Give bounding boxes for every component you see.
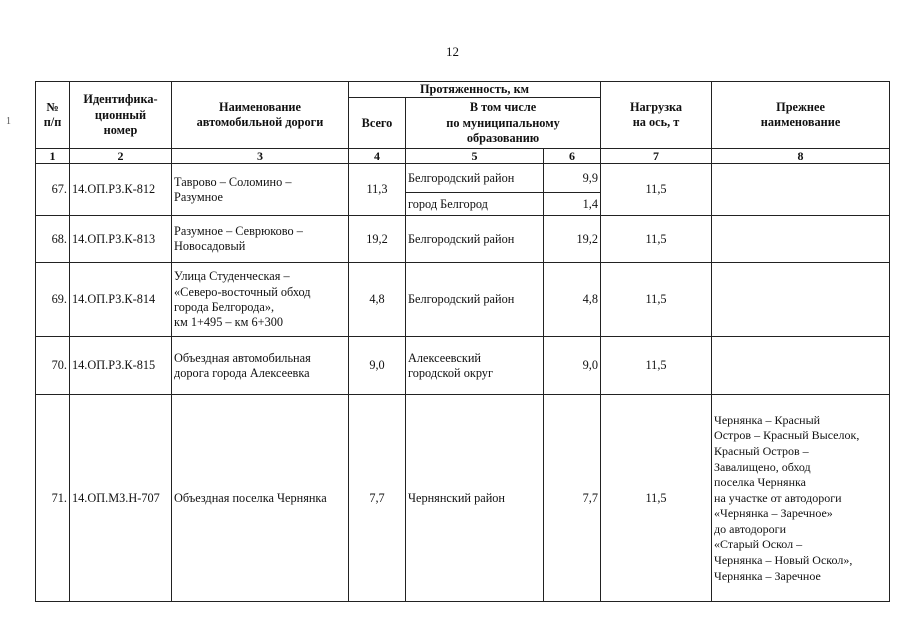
column-number: 5 [406, 149, 544, 164]
row-axle-load: 11,5 [601, 216, 712, 263]
row-municipality: Белгородский район [406, 263, 544, 337]
row-former-name [712, 216, 890, 263]
row-municipality-length: 7,7 [544, 395, 601, 602]
row-municipality: Чернянский район [406, 395, 544, 602]
column-number: 7 [601, 149, 712, 164]
table-row [36, 263, 890, 337]
header-former: Прежнее наименование [712, 82, 890, 149]
header-total: Всего [349, 98, 406, 149]
row-ident: 14.ОП.МЗ.Н-707 [70, 395, 172, 602]
row-road-name: Объездная поселка Чернянка [172, 395, 349, 602]
row-total-length: 19,2 [349, 216, 406, 263]
column-number: 2 [70, 149, 172, 164]
row-municipality-length: 9,9 [544, 164, 601, 193]
row-number: 67. [36, 164, 70, 216]
row-road-name: Объездная автомобильная дорога города Алексеевка [172, 337, 349, 395]
column-number: 8 [712, 149, 890, 164]
column-number: 4 [349, 149, 406, 164]
header-number: № п/п [36, 82, 70, 149]
row-municipality-length: 19,2 [544, 216, 601, 263]
row-axle-load: 11,5 [601, 263, 712, 337]
row-number: 70. [36, 337, 70, 395]
row-ident: 14.ОП.РЗ.К-814 [70, 263, 172, 337]
row-total-length: 4,8 [349, 263, 406, 337]
margin-mark: 1 [6, 116, 11, 127]
row-ident: 14.ОП.РЗ.К-812 [70, 164, 172, 216]
header-ident: Идентифика- ционный номер [70, 82, 172, 149]
row-former-name: Чернянка – Красный Остров – Красный Выселок, Красный Остров – Завалищено, обход поселка Чернянка на участке от автодороги «Чернянка – Заречное» до автодороги «Старый Оскол – Чернянка – Новый Оскол», Чернянка – Заречное [712, 395, 890, 602]
table-row [36, 395, 890, 602]
column-number: 3 [172, 149, 349, 164]
header-including: В том числе по муниципальному образованию [406, 98, 601, 149]
row-former-name [712, 164, 890, 216]
header-load: Нагрузка на ось, т [601, 82, 712, 149]
column-number: 6 [544, 149, 601, 164]
row-former-name [712, 263, 890, 337]
row-road-name: Улица Студенческая – «Северо-восточный обход города Белгорода», км 1+495 – км 6+300 [172, 263, 349, 337]
page-number: 12 [446, 44, 459, 59]
row-axle-load: 11,5 [601, 164, 712, 216]
table-row [36, 216, 890, 263]
row-total-length: 9,0 [349, 337, 406, 395]
row-ident: 14.ОП.РЗ.К-815 [70, 337, 172, 395]
row-total-length: 11,3 [349, 164, 406, 216]
row-number: 71. [36, 395, 70, 602]
header-length: Протяженность, км [349, 82, 601, 98]
row-road-name: Разумное – Севрюково – Новосадовый [172, 216, 349, 263]
row-municipality: Белгородский район [406, 164, 544, 193]
row-road-name: Таврово – Соломино – Разумное [172, 164, 349, 216]
row-municipality-length: 9,0 [544, 337, 601, 395]
roads-table [35, 81, 890, 602]
row-axle-load: 11,5 [601, 337, 712, 395]
row-number: 69. [36, 263, 70, 337]
table-row [36, 164, 890, 193]
row-ident: 14.ОП.РЗ.К-813 [70, 216, 172, 263]
row-total-length: 7,7 [349, 395, 406, 602]
row-number: 68. [36, 216, 70, 263]
row-municipality: Алексеевский городской округ [406, 337, 544, 395]
row-municipality-length: 1,4 [544, 193, 601, 216]
row-municipality: город Белгород [406, 193, 544, 216]
row-municipality-length: 4,8 [544, 263, 601, 337]
header-name: Наименование автомобильной дороги [172, 82, 349, 149]
table-row [36, 337, 890, 395]
row-axle-load: 11,5 [601, 395, 712, 602]
column-number: 1 [36, 149, 70, 164]
row-municipality: Белгородский район [406, 216, 544, 263]
row-former-name [712, 337, 890, 395]
